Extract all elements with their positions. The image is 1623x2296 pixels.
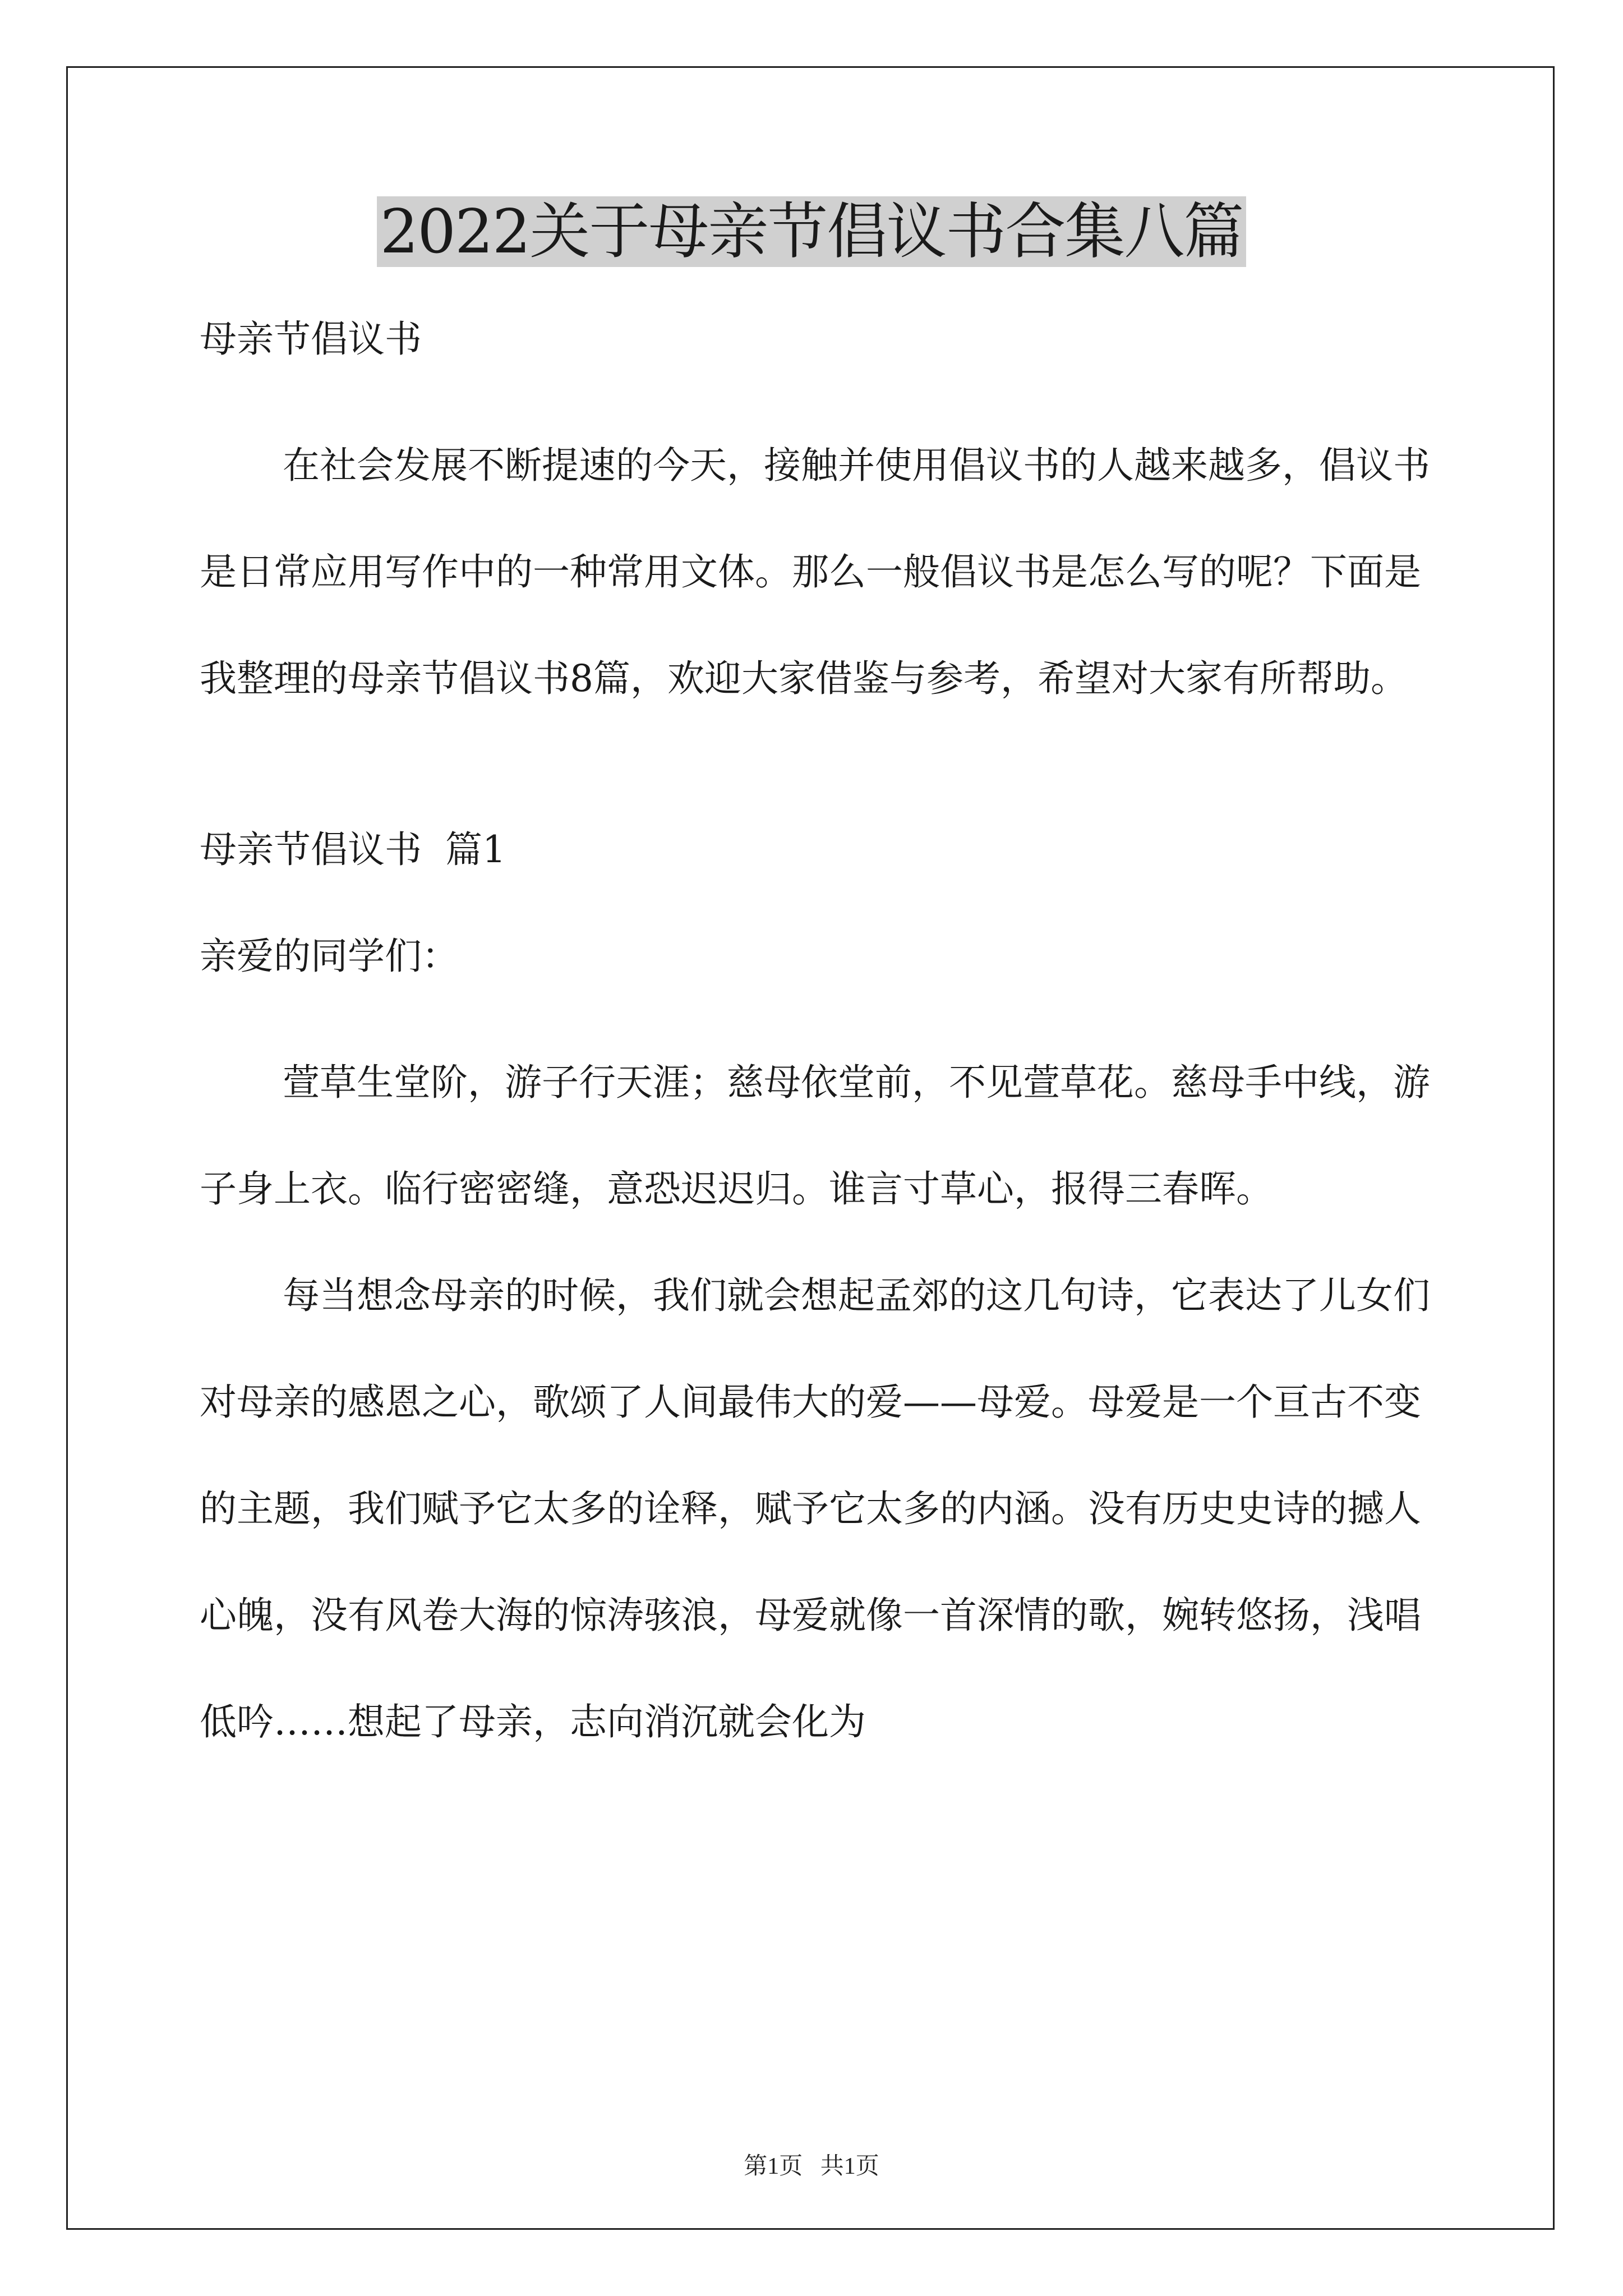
- greeting: 亲爱的同学们：: [200, 935, 459, 978]
- document-title-text: 2022关于母亲节倡议书合集八篇: [377, 196, 1247, 267]
- page-number-text: 第1页 共1页: [744, 2154, 879, 2179]
- body-paragraph: 每当想念母亲的时候，我们就会想起孟郊的这几句诗，它表达了儿女们对母亲的感恩之心，歌颂了人间最伟大的爱——母爱。母爱是一个亘古不变的主题，我们赋予它太多的诠释，赋予它太多的内涵。没有历史史诗的撼人心魄，没有风卷大海的惊涛骇浪，母爱就像一首深情的歌，婉转悠扬，浅唱低吟……想起了母亲，志向消沉就会化为: [200, 1274, 1430, 1743]
- intro-paragraph: 在社会发展不断提速的今天，接触并使用倡议书的人越来越多，倡议书是日常应用写作中的一种常用文体。那么一般倡议书是怎么写的呢？下面是我整理的母亲节倡议书8篇，欢迎大家借鉴与参考，希望对大家有所帮助。: [200, 444, 1430, 700]
- page-footer: [0, 2147, 1623, 2181]
- document-title: [0, 196, 1623, 267]
- poem-paragraph: 萱草生堂阶，游子行天涯；慈母依堂前，不见萱草花。慈母手中线，游子身上衣。临行密密缝，意恐迟迟归。谁言寸草心，报得三春晖。: [200, 1061, 1430, 1211]
- document-body: [200, 306, 1433, 1775]
- section-heading: 母亲节倡议书 篇1: [200, 828, 506, 871]
- intro-heading: 母亲节倡议书: [200, 318, 422, 361]
